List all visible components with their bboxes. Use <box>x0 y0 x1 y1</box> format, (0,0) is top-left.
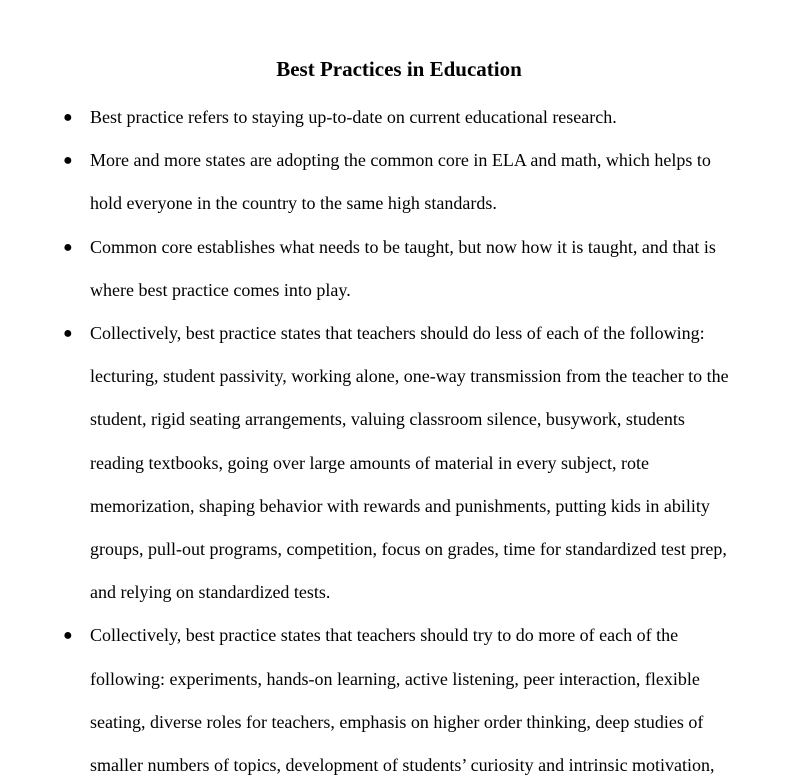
bullet-text-line: groups, pull-out programs, competition, focus on grades, time for standardized test prep, <box>90 539 727 560</box>
bullet-text-line: Collectively, best practice states that teachers should do less of each of the following: <box>90 323 705 344</box>
bullet-text-line: reading textbooks, going over large amounts of material in every subject, rote <box>90 452 650 473</box>
bullet-text-line: and relying on standardized tests. <box>90 582 331 603</box>
bullet-item <box>0 614 770 782</box>
bullet-text-line: seating, diverse roles for teachers, emphasis on higher order thinking, deep studies of <box>90 711 704 732</box>
bullet-text-line: lecturing, student passivity, working alone, one-way transmission from the teacher to the <box>90 366 729 387</box>
bullet-icon: ● <box>63 238 73 256</box>
bullet-item <box>0 96 770 139</box>
bullet-list <box>0 96 770 782</box>
document-title: Best Practices in Education <box>276 57 522 81</box>
bullet-item <box>0 312 770 614</box>
bullet-icon: ● <box>63 325 73 343</box>
bullet-icon: ● <box>63 627 73 645</box>
bullet-text-line: student, rigid seating arrangements, valuing classroom silence, busywork, students <box>90 409 685 430</box>
bullet-text-line: More and more states are adopting the common core in ELA and math, which helps to <box>90 150 711 171</box>
bullet-icon: ● <box>63 109 73 126</box>
bullet-icon: ● <box>63 152 73 170</box>
bullet-text-line: Best practice refers to staying up-to-date on current educational research. <box>90 107 617 127</box>
bullet-text-line: Common core establishes what needs to be taught, but now how it is taught, and that is <box>90 236 716 257</box>
bullet-item <box>0 139 770 225</box>
bullet-text-line: memorization, shaping behavior with rewards and punishments, putting kids in ability <box>90 495 710 516</box>
bullet-text-line: Collectively, best practice states that teachers should try to do more of each of the <box>90 625 679 646</box>
bullet-text-line: smaller numbers of topics, development of students’ curiosity and intrinsic motivation, <box>90 755 715 776</box>
bullet-item <box>0 226 770 312</box>
bullet-text-line: hold everyone in the country to the same high standards. <box>90 193 497 214</box>
bullet-text-line: following: experiments, hands-on learning, active listening, peer interaction, flexible <box>90 668 700 689</box>
bullet-text-line: where best practice comes into play. <box>90 279 351 300</box>
